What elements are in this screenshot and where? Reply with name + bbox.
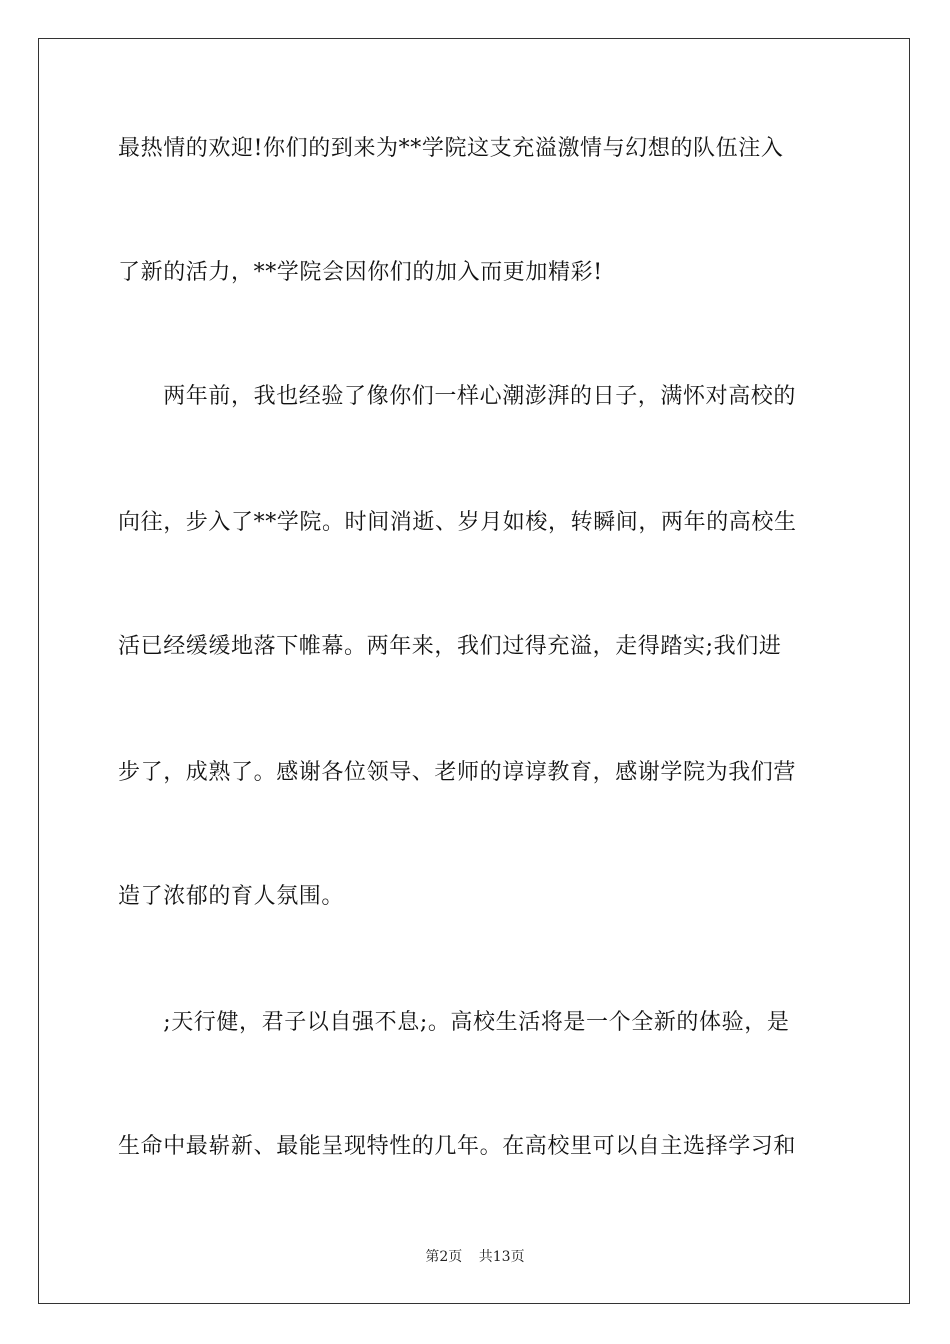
text-line-7: 造了浓郁的育人氛围。: [118, 884, 345, 909]
text-line-1: 最热情的欢迎!你们的到来为**学院这支充溢激情与幻想的队伍注入: [118, 136, 784, 161]
text-line-8: ;天行健，君子以自强不息;。高校生活将是一个全新的体验，是: [118, 1010, 790, 1035]
text-line-2: 了新的活力，**学院会因你们的加入而更加精彩!: [118, 260, 603, 285]
text-line-4: 向往，步入了**学院。时间消逝、岁月如梭，转瞬间，两年的高校生: [118, 510, 797, 535]
text-line-6: 步了，成熟了。感谢各位领导、老师的谆谆教育，感谢学院为我们营: [118, 760, 797, 785]
page-frame: [38, 38, 910, 1304]
page-number-total: 共13页: [478, 1249, 525, 1265]
page-footer: [0, 1247, 950, 1267]
text-line-5: 活已经缓缓地落下帷幕。两年来，我们过得充溢，走得踏实;我们进: [118, 634, 782, 659]
text-line-3: 两年前，我也经验了像你们一样心潮澎湃的日子，满怀对高校的: [118, 384, 797, 409]
text-line-9: 生命中最崭新、最能呈现特性的几年。在高校里可以自主选择学习和: [118, 1134, 797, 1159]
page-number-current: 第2页: [425, 1249, 463, 1265]
